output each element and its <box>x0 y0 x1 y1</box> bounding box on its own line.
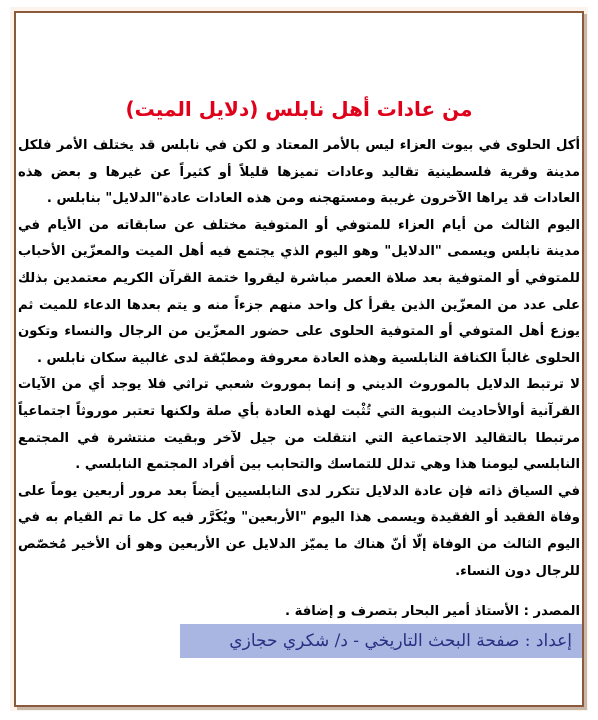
paragraph-4: في السياق ذاته فإن عادة الدلايل تتكرر لدى النابلسيين أيضاً بعد مرور أربعين يوماً على وفاة الفقيد أو الفقيدة ويسمى هذا اليوم "الأربعين" ويُكَرَّر فيه كل ما تم القيام به في اليوم الثالث من الوفاة إلّا أنّ هناك ما يميّز الدلايل عن الأربعين وهو أن الأخير مُخصّص للرجال دون النساء. <box>18 483 580 579</box>
paragraph-1: أكل الحلوى في بيوت العزاء ليس بالأمر المعتاد و لكن في نابلس قد يختلف الأمر فلكل مدينة وقرية فلسطينية تقاليد وعادات تميزها قليلاً أو كثيراً عن غيرها و بعض هذه العادات قد يراها الآخرون غريبة ومستهجنه ومن هذه العادات عادة"الدلايل" بنابلس . <box>18 138 580 207</box>
paragraph-2: اليوم الثالث من أيام العزاء للمتوفي أو المتوفية مختلف عن سابقاته من الأيام في مدينة نابلس ويسمى "الدلايل" وهو اليوم الذي يجتمع فيه أهل الميت والمعزّين الأحباب للمتوفي أو المتوفية بعد صلاة العصر مباشرة ليقروا ختمة القرآن الكريم معتمدين بذلك على عدد من المعزّين الذين يقرأ كل واحد منهم جزءاً منه و يتم بعدها الدعاء للميت ثم يوزع أهل المتوفي أو المتوفية الحلوى على حضور المعزّين من الرجال والنساء وتكون الحلوى غالباً الكنافة النابلسية وهذه العادة معروفة ومطبّقة لدى غالبية سكان نابلس . <box>18 217 580 366</box>
paragraph-3: لا ترتبط الدلايل بالموروث الديني و إنما بموروث شعبي تراثي فلا يوجد أي من الآيات القرآنية أوالأحاديث النبوية التي تُثْبت لهذه العادة بأي صلة ولكنها تعتبر موروثاً اجتماعياً مرتبطا بالتقاليد الاجتماعية التي انتقلت من جيل لآخر وبقيت منتشرة في المجتمع النابلسي ليومنا هذا وهي تدلل للتماسك والتحابب بين أفراد المجتمع النابلسي . <box>18 377 580 473</box>
credit-banner: إعداد : صفحة البحث التاريخي - د/ شكري حجازي <box>180 624 582 658</box>
article-title: من عادات أهل نابلس (دلايل الميت) <box>125 97 473 121</box>
source-line: المصدر : الأستاذ أمير البحار بتصرف و إضافة . <box>284 604 580 619</box>
article-body <box>18 133 580 585</box>
